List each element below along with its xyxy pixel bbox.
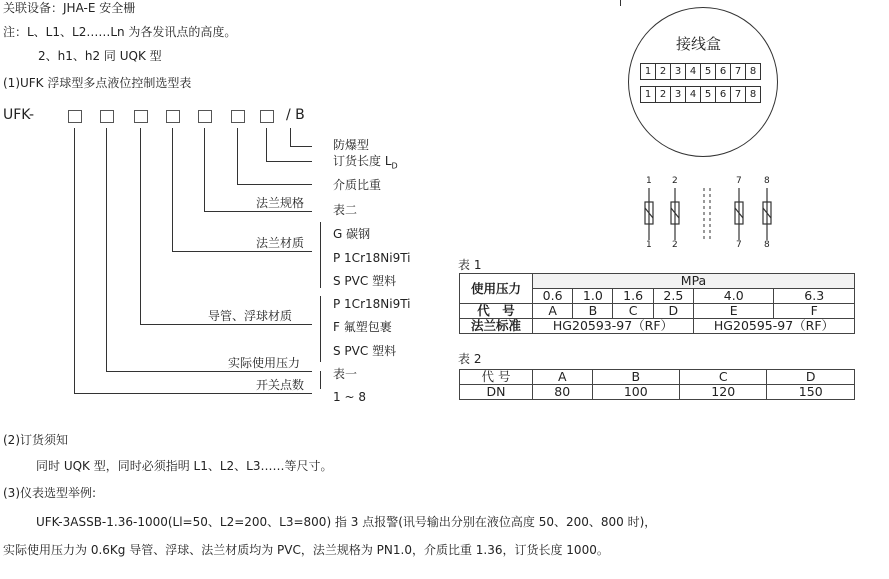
code-box-3 <box>134 110 148 123</box>
label-switch-count: 开关点数 <box>256 378 305 392</box>
label-pipe-material: 导管、浮球材质 <box>208 309 293 323</box>
label-density: 介质比重 <box>333 178 382 192</box>
code-box-7 <box>260 110 274 123</box>
pressure-table: 使用压力 MPa 0.6 1.0 1.6 2.5 4.0 6.3 代 号 A B C D E F 法兰标准 HG20593-97（RF） HG20595-97（RF） <box>459 273 855 334</box>
junction-box-circle <box>628 7 778 157</box>
note-line: 注：L、L1、L2……Ln 为各发讯点的高度。 <box>3 25 237 39</box>
option-flange-s: S PVC 塑料 <box>333 274 397 288</box>
table1-caption: 表 1 <box>458 258 482 272</box>
section3-title: (3)仪表选型举例: <box>3 486 97 500</box>
section3-line2: 实际使用压力为 0.6Kg 导管、浮球、法兰材质均为 PVC，法兰规格为 PN1.0，介质比重 1.36，订货长度 1000。 <box>3 543 609 557</box>
terminal-row-1: 1 2 3 4 5 6 7 8 <box>640 63 761 80</box>
option-flange-g: G 碳钢 <box>333 227 371 241</box>
section1-title: (1)UFK 浮球型多点液位控制选型表 <box>3 76 192 90</box>
note-line-2: 2、h1、h2 同 UQK 型 <box>38 49 162 63</box>
label-order-length: 订货长度 $L_D$ <box>333 154 398 171</box>
model-suffix: / B <box>286 107 305 123</box>
option-flange-p: P 1Cr18Ni9Ti <box>333 251 411 265</box>
label-pressure: 实际使用压力 <box>228 356 301 370</box>
option-pipe-s: S PVC 塑料 <box>333 344 397 358</box>
terminal-row-2: 1 2 3 4 5 6 7 8 <box>640 86 761 103</box>
code-box-4 <box>166 110 180 123</box>
label-table-two: 表二 <box>333 203 358 217</box>
section2-title: (2)订货须知 <box>3 433 68 447</box>
code-box-6 <box>231 110 245 123</box>
option-pipe-f: F 氟塑包裹 <box>333 320 392 334</box>
label-table-one: 表一 <box>333 367 358 381</box>
option-pipe-p: P 1Cr18Ni9Ti <box>333 297 411 311</box>
code-box-2 <box>100 110 114 123</box>
table2-caption: 表 2 <box>458 352 482 366</box>
code-box-1 <box>68 110 82 123</box>
label-flange-spec: 法兰规格 <box>256 196 305 210</box>
label-flange-material: 法兰材质 <box>256 236 305 250</box>
label-explosion-proof: 防爆型 <box>333 138 370 152</box>
related-equipment: 关联设备：JHA-E 安全栅 <box>3 1 136 15</box>
junction-box-title: 接线盒 <box>676 35 722 53</box>
option-switch-range: 1 ~ 8 <box>333 390 366 404</box>
code-box-5 <box>198 110 212 123</box>
switch-contacts-icon <box>640 188 780 240</box>
dn-table: 代 号 A B C D DN 80 100 120 150 <box>459 369 855 400</box>
section2-text: 同时 UQK 型，同时必须指明 L1、L2、L3……等尺寸。 <box>36 459 333 473</box>
model-prefix: UFK- <box>3 107 35 123</box>
section3-line1: UFK-3ASSB-1.36-1000(Ll=50、L2=200、L3=800) 指 3 点报警(讯号输出分别在液位高度 50、200、800 时)， <box>36 515 657 529</box>
